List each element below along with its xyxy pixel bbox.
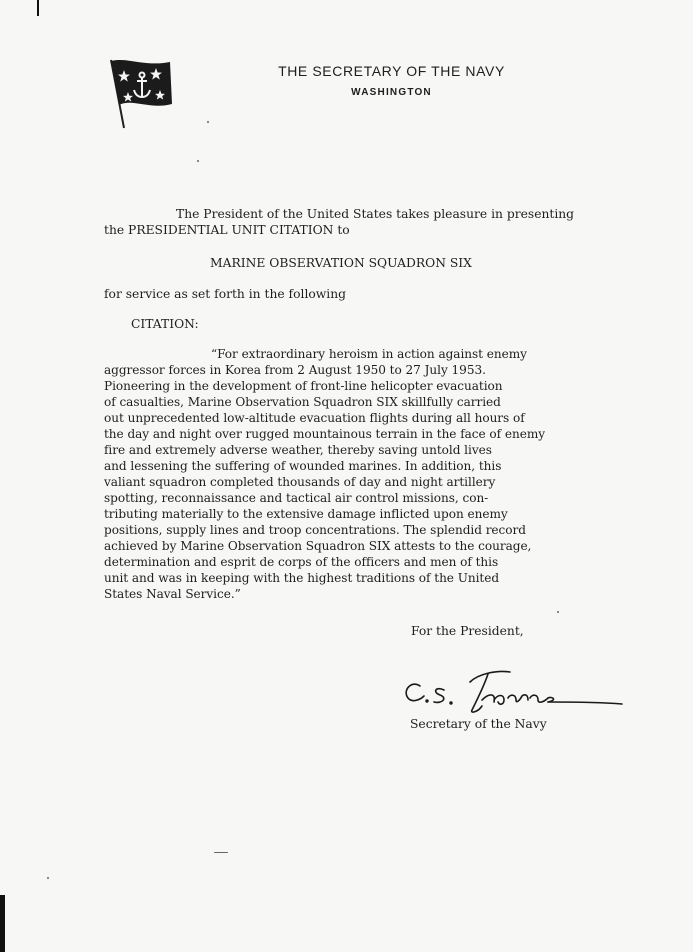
signature-title: Secretary of the Navy (410, 717, 547, 731)
citation-line: States Naval Service.” (104, 587, 241, 601)
letterhead-location: WASHINGTON (351, 87, 432, 98)
citation-line: positions, supply lines and troop concentrations. The splendid record (104, 523, 526, 537)
citation-line: valiant squadron completed thousands of day and night artillery (104, 475, 496, 489)
handwritten-signature (398, 660, 628, 720)
citation-heading: CITATION: (131, 317, 199, 331)
citation-line: unit and was in keeping with the highest traditions of the United (104, 571, 500, 585)
unit-name: MARINE OBSERVATION SQUADRON SIX (210, 256, 472, 270)
citation-line: determination and esprit de corps of the officers and men of this (104, 555, 499, 569)
opening-line-1: The President of the United States takes pleasure in presenting (176, 207, 575, 221)
scan-speck (207, 121, 209, 123)
scan-speck (557, 611, 559, 613)
citation-line: tributing materially to the extensive damage inflicted upon enemy (104, 507, 508, 521)
closing-line: For the President, (411, 624, 524, 638)
letterhead-title: THE SECRETARY OF THE NAVY (278, 63, 505, 79)
citation-line: fire and extremely adverse weather, thereby saving untold lives (104, 443, 492, 457)
scan-speck (47, 877, 49, 879)
scan-speck (214, 852, 228, 853)
citation-line: “For extraordinary heroism in action against enemy (211, 347, 527, 361)
citation-line: aggressor forces in Korea from 2 August 1950 to 27 July 1953. (104, 363, 486, 377)
scan-edge-mark-bottom (0, 895, 5, 952)
citation-line: and lessening the suffering of wounded marines. In addition, this (104, 459, 502, 473)
citation-line: out unprecedented low-altitude evacuation flights during all hours of (104, 411, 525, 425)
scan-speck (197, 160, 199, 162)
opening-line-2: the PRESIDENTIAL UNIT CITATION to (104, 223, 350, 237)
citation-line: Pioneering in the development of front-line helicopter evacuation (104, 379, 503, 393)
scan-edge-mark-top (37, 0, 39, 16)
citation-line: the day and night over rugged mountainous terrain in the face of enemy (104, 427, 546, 441)
citation-line: achieved by Marine Observation Squadron SIX attests to the courage, (104, 539, 532, 553)
service-line: for service as set forth in the following (104, 287, 347, 301)
citation-line: of casualties, Marine Observation Squadron SIX skillfully carried (104, 395, 501, 409)
citation-line: spotting, reconnaissance and tactical air control missions, con- (104, 491, 489, 505)
